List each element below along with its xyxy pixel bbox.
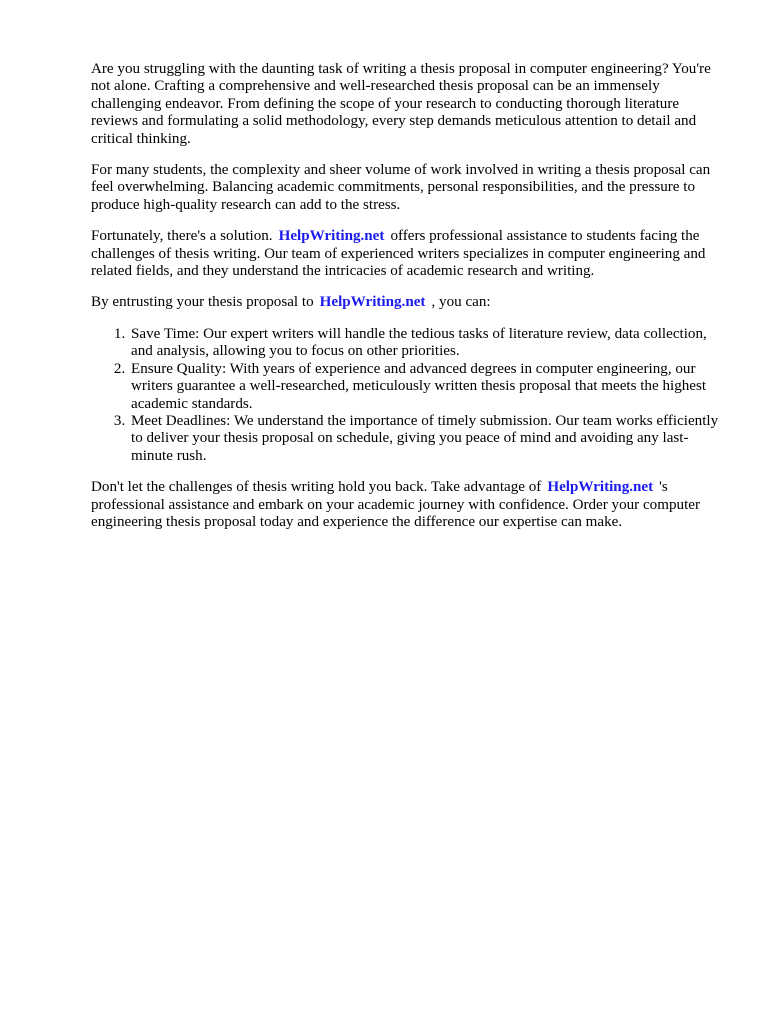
overwhelm-paragraph: For many students, the complexity and sheer volume of work involved in writing a thesis proposal can feel overwhelming. Balancing academic commitments, personal responsibilities, and the pressure to produce high-quality research can add to the stress. bbox=[91, 162, 711, 213]
solution-paragraph bbox=[91, 228, 723, 280]
closing-paragraph bbox=[91, 479, 723, 531]
intro-paragraph: Are you struggling with the daunting task of writing a thesis proposal in computer engineering? You're not alone. Crafting a comprehensive and well-researched thesis proposal can be an immensely challenging endeavor. From defining the scope of your research to conducting thorough literature reviews and formulating a solid methodology, every step demands meticulous attention to detail and critical thinking. bbox=[91, 61, 711, 147]
solution-text-before: Fortunately, there's a solution. bbox=[91, 228, 273, 245]
helpwriting-link-1[interactable]: HelpWriting.net bbox=[278, 228, 385, 245]
solution-text-after: offers professional assistance to students facing the challenges of thesis writing. Our team of experienced writers specializes in computer engineering and related fields, and they understand the intricacies of academic research and writing. bbox=[91, 228, 706, 280]
list-item: 1. Save Time: Our expert writers will handle the tedious tasks of literature review, data collection, and analysis, allowing you to focus on other priorities. bbox=[129, 326, 727, 361]
entrust-paragraph bbox=[91, 294, 723, 311]
helpwriting-link-2[interactable]: HelpWriting.net bbox=[319, 294, 426, 311]
list-item: 2. Ensure Quality: With years of experience and advanced degrees in computer engineering, our writers guarantee a well-researched, meticulously written thesis proposal that meets the highest academic standards. bbox=[129, 361, 727, 413]
closing-text-after: 's professional assistance and embark on your academic journey with confidence. Order your computer engineering thesis proposal today and experience the difference our expertise can make. bbox=[91, 479, 700, 530]
entrust-text-after: , you can: bbox=[431, 294, 491, 311]
helpwriting-link-3[interactable]: HelpWriting.net bbox=[547, 479, 654, 496]
closing-text-before: Don't let the challenges of thesis writing hold you back. Take advantage of bbox=[91, 479, 542, 496]
entrust-text-before: By entrusting your thesis proposal to bbox=[91, 294, 314, 311]
list-item: 3. Meet Deadlines: We understand the importance of timely submission. Our team works efficiently to deliver your thesis proposal on schedule, giving you peace of mind and avoiding any last-minute rush. bbox=[129, 413, 727, 465]
benefits-list bbox=[91, 326, 727, 465]
